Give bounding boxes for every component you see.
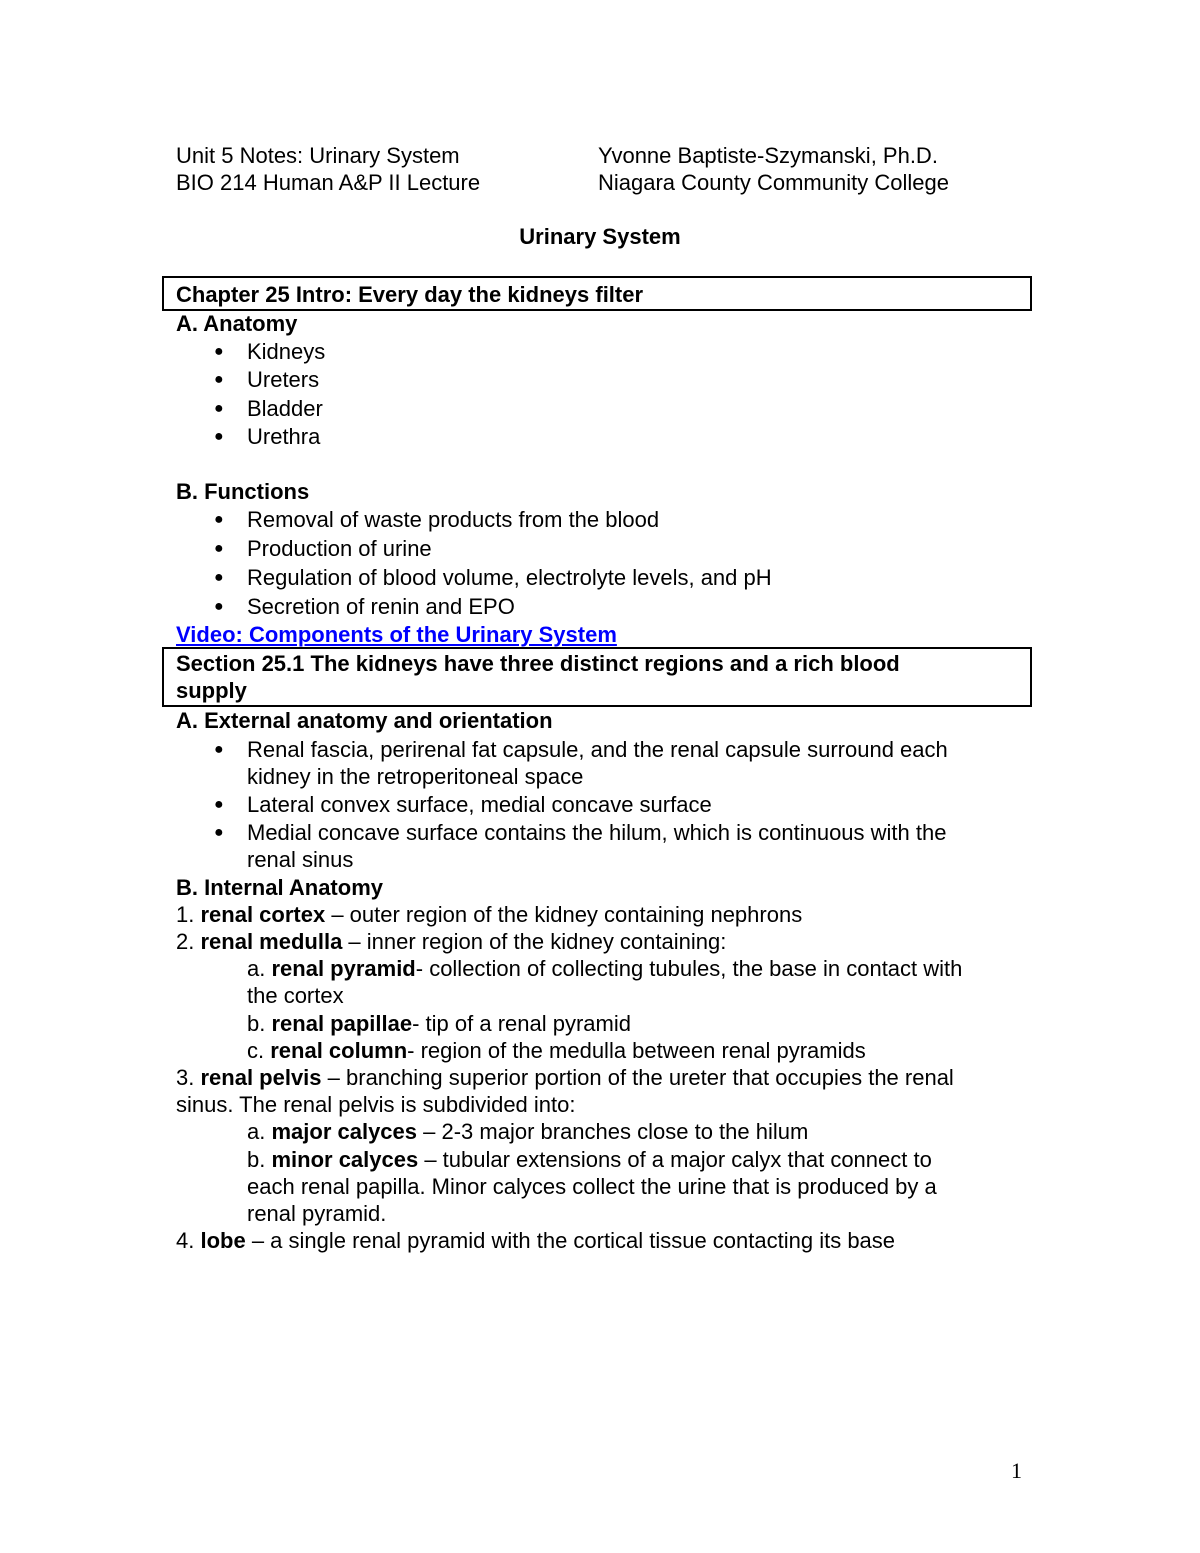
term: renal pelvis bbox=[200, 1065, 322, 1090]
header-course-name: BIO 214 Human A&P II Lecture bbox=[176, 170, 481, 195]
definition-text: – a single renal pyramid with the cortical tissue contacting its base bbox=[245, 1228, 896, 1253]
definition-renal-column bbox=[247, 1037, 866, 1065]
bullet-icon: ● bbox=[214, 540, 224, 557]
definition-text: - collection of collecting tubules, the base in contact with bbox=[415, 956, 963, 981]
list-item: Renal fascia, perirenal fat capsule, and the renal capsule surround each bbox=[247, 737, 948, 762]
definition-continuation: each renal papilla. Minor calyces collect the urine that is produced by a bbox=[247, 1174, 937, 1199]
bullet-icon: ● bbox=[214, 741, 224, 758]
bullet-icon: ● bbox=[214, 598, 224, 615]
list-item: Lateral convex surface, medial concave surface bbox=[247, 792, 712, 817]
definition-renal-pelvis bbox=[176, 1064, 954, 1092]
internal-anatomy-heading: B. Internal Anatomy bbox=[176, 875, 383, 900]
definition-text: – outer region of the kidney containing nephrons bbox=[325, 902, 803, 927]
section-heading-line2: supply bbox=[176, 678, 247, 703]
list-item: Regulation of blood volume, electrolyte levels, and pH bbox=[247, 565, 772, 590]
bullet-icon: ● bbox=[214, 511, 224, 528]
term: renal cortex bbox=[200, 902, 326, 927]
definition-lobe bbox=[176, 1227, 895, 1255]
term: renal papillae bbox=[271, 1011, 413, 1036]
definition-continuation: sinus. The renal pelvis is subdivided into: bbox=[176, 1092, 576, 1117]
item-number: 1. bbox=[176, 902, 201, 927]
functions-heading: B. Functions bbox=[176, 479, 310, 504]
definition-renal-papillae bbox=[247, 1010, 631, 1038]
definition-text: – branching superior portion of the ureter that occupies the renal bbox=[321, 1065, 954, 1090]
item-number: a. bbox=[247, 1119, 272, 1144]
item-number: b. bbox=[247, 1147, 272, 1172]
definition-renal-medulla bbox=[176, 928, 726, 956]
bullet-icon: ● bbox=[214, 824, 224, 841]
list-item: Removal of waste products from the blood bbox=[247, 507, 660, 532]
list-item: Ureters bbox=[247, 367, 320, 392]
external-anatomy-heading: A. External anatomy and orientation bbox=[176, 708, 553, 733]
definition-text: - region of the medulla between renal pyramids bbox=[407, 1038, 866, 1063]
term: minor calyces bbox=[271, 1147, 419, 1172]
video-link[interactable]: Video: Components of the Urinary System bbox=[176, 622, 617, 647]
definition-text: - tip of a renal pyramid bbox=[412, 1011, 631, 1036]
definition-text: – tubular extensions of a major calyx that connect to bbox=[418, 1147, 932, 1172]
definition-text: – 2-3 major branches close to the hilum bbox=[417, 1119, 809, 1144]
section-heading-line1: Section 25.1 The kidneys have three distinct regions and a rich blood bbox=[176, 651, 900, 676]
definition-text: – inner region of the kidney containing: bbox=[342, 929, 727, 954]
term: renal medulla bbox=[200, 929, 343, 954]
list-item: Bladder bbox=[247, 396, 323, 421]
header-instructor: Yvonne Baptiste-Szymanski, Ph.D. bbox=[598, 143, 938, 168]
definition-renal-pyramid bbox=[247, 955, 962, 983]
list-item: Urethra bbox=[247, 424, 321, 449]
page-title: Urinary System bbox=[519, 224, 681, 249]
bullet-icon: ● bbox=[214, 796, 224, 813]
item-number: 2. bbox=[176, 929, 201, 954]
list-item: Medial concave surface contains the hilum, which is continuous with the bbox=[247, 820, 947, 845]
item-number: c. bbox=[247, 1038, 271, 1063]
item-number: 3. bbox=[176, 1065, 201, 1090]
list-item: Secretion of renin and EPO bbox=[247, 594, 515, 619]
definition-continuation: the cortex bbox=[247, 983, 344, 1008]
item-number: b. bbox=[247, 1011, 272, 1036]
item-number: 4. bbox=[176, 1228, 201, 1253]
term: major calyces bbox=[271, 1119, 418, 1144]
anatomy-heading: A. Anatomy bbox=[176, 311, 298, 336]
item-number: a. bbox=[247, 956, 272, 981]
term: renal column bbox=[270, 1038, 408, 1063]
header-institution: Niagara County Community College bbox=[598, 170, 949, 195]
header-course-unit: Unit 5 Notes: Urinary System bbox=[176, 143, 460, 168]
term: renal pyramid bbox=[271, 956, 416, 981]
bullet-icon: ● bbox=[214, 569, 224, 586]
list-item-continuation: renal sinus bbox=[247, 847, 354, 872]
definition-minor-calyces bbox=[247, 1146, 932, 1174]
bullet-icon: ● bbox=[214, 400, 224, 417]
definition-major-calyces bbox=[247, 1118, 808, 1146]
term: lobe bbox=[200, 1228, 246, 1253]
page-number: 1 bbox=[1011, 1458, 1022, 1483]
bullet-icon: ● bbox=[214, 428, 224, 445]
bullet-icon: ● bbox=[214, 343, 224, 360]
list-item: Kidneys bbox=[247, 339, 326, 364]
definition-continuation: renal pyramid. bbox=[247, 1201, 387, 1226]
definition-renal-cortex bbox=[176, 901, 802, 929]
list-item: Production of urine bbox=[247, 536, 432, 561]
chapter-heading: Chapter 25 Intro: Every day the kidneys filter bbox=[176, 282, 644, 307]
bullet-icon: ● bbox=[214, 371, 224, 388]
list-item-continuation: kidney in the retroperitoneal space bbox=[247, 764, 584, 789]
